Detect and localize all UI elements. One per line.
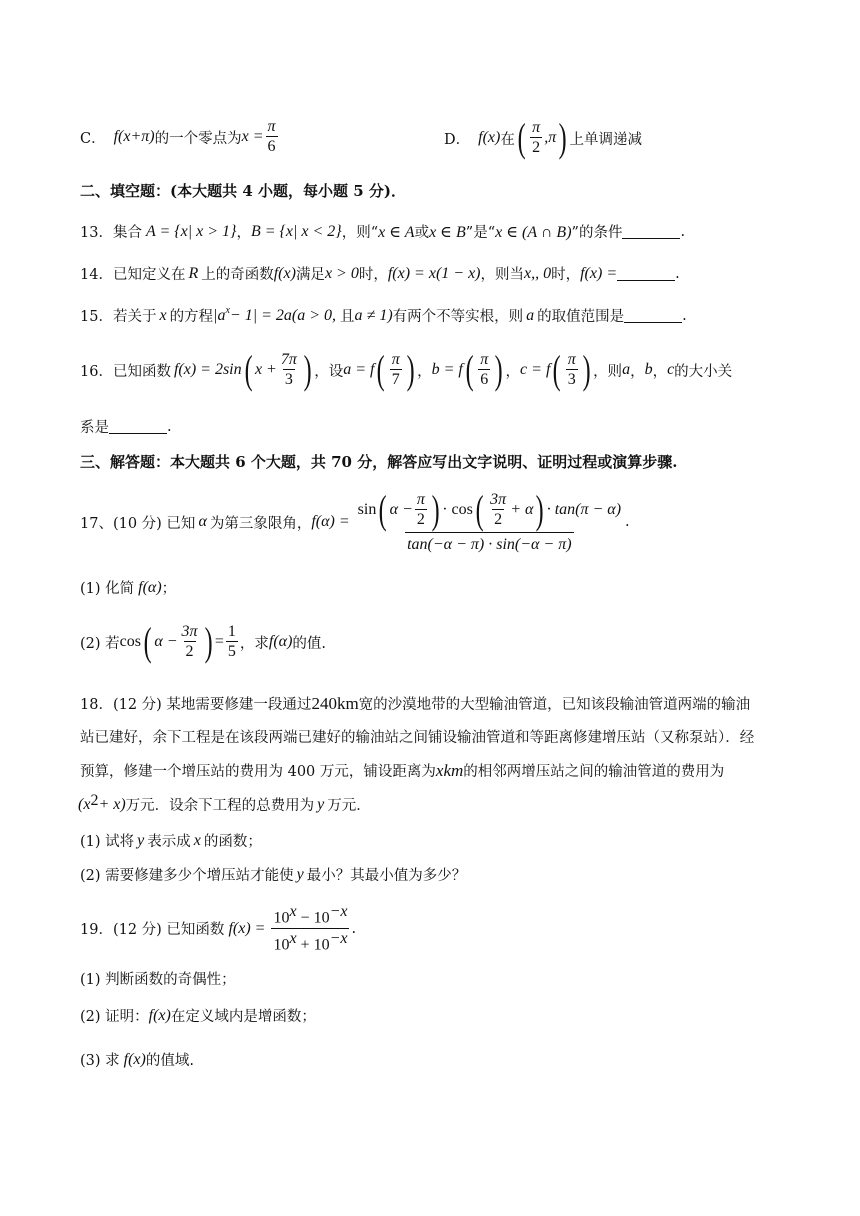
paren: ) xyxy=(406,347,415,392)
math-expr: c xyxy=(667,361,675,378)
text: 在 xyxy=(500,131,515,148)
numerator: π xyxy=(267,118,276,135)
math-expr: · cos xyxy=(442,500,473,518)
text: (2) 需要修建多少个增压站才能使 xyxy=(80,868,294,884)
math-expr: 10 xyxy=(273,909,290,927)
text: 宽的沙漠地带的大型输油管道，已知该段输油管道两端的输油 xyxy=(358,697,751,713)
math-expr: (x xyxy=(78,795,91,813)
superscript: x xyxy=(289,903,297,920)
math-expr: + α xyxy=(510,500,534,518)
paren: ) xyxy=(582,347,591,392)
fraction xyxy=(478,351,490,390)
text: 的函数； xyxy=(203,834,262,850)
text: ，求 xyxy=(239,635,269,652)
numerator: 1 xyxy=(227,622,236,640)
text: 时， xyxy=(551,267,581,283)
text: 最小？其最小值为多少？ xyxy=(306,868,467,884)
option-label: D． xyxy=(444,131,471,148)
text: 为第三象限角， xyxy=(209,515,312,532)
text: 的一个零点为 xyxy=(154,130,242,147)
math-expr: x xyxy=(193,831,201,849)
text: ”的条件 xyxy=(571,225,623,241)
math-expr: x ∈ (A ∩ B) xyxy=(495,223,572,241)
math-expr: f(x) = xyxy=(580,264,618,282)
fraction xyxy=(279,351,299,390)
superscript: 2 xyxy=(90,791,99,809)
paren: ( xyxy=(378,487,387,532)
math-expr: α xyxy=(198,513,207,531)
question-19-part-2 xyxy=(80,1005,316,1026)
math-expr: a = f xyxy=(343,361,375,378)
question-15 xyxy=(80,305,687,326)
text: (2) 证明： xyxy=(80,1009,149,1025)
numerator: π xyxy=(567,350,576,368)
math-expr: x,, 0 xyxy=(524,264,552,282)
answer-blank xyxy=(617,266,675,281)
math-expr: y xyxy=(137,831,145,849)
math-expr: x > 0 xyxy=(324,264,359,282)
math-expr: − 1| = 2a(a > 0, xyxy=(229,306,337,324)
question-18-line1 xyxy=(80,693,750,714)
fraction xyxy=(415,491,427,530)
text: (1) 化简 xyxy=(80,581,135,597)
text: 时， xyxy=(358,267,388,283)
question-17-part-1 xyxy=(80,577,176,598)
paren: ) xyxy=(494,347,503,392)
math-expr: α − xyxy=(389,500,413,518)
numerator: 7π xyxy=(280,350,297,368)
numerator: π xyxy=(480,350,489,368)
text: 13．集合 xyxy=(80,225,142,241)
denominator: tan(−α − π) · sin(−α − π) xyxy=(405,532,573,554)
paren: ) xyxy=(536,487,545,532)
question-18-part-1 xyxy=(80,830,262,851)
fraction xyxy=(530,119,542,158)
math-expr: a xyxy=(526,306,535,324)
text: 19．(12 分) 已知函数 xyxy=(80,922,225,939)
text: 万元． xyxy=(327,798,371,814)
math-expr: + x) xyxy=(98,795,126,813)
denominator: 2 xyxy=(532,139,541,157)
math-expr: B = {x| x < 2} xyxy=(250,222,342,240)
paren: ( xyxy=(244,347,253,392)
denominator xyxy=(271,928,349,955)
denominator: 6 xyxy=(267,138,276,156)
question-18-line4 xyxy=(78,791,371,815)
numerator xyxy=(356,487,623,532)
fraction xyxy=(271,903,349,954)
answer-blank xyxy=(624,308,682,323)
denominator: 2 xyxy=(416,511,425,529)
math-expr: f(x) = x(1 − x) xyxy=(387,264,481,282)
numerator: 3π xyxy=(490,490,507,508)
text: 上的奇函数 xyxy=(201,267,274,283)
text: ， xyxy=(417,363,432,380)
math-expr: R xyxy=(188,264,199,282)
denominator: 2 xyxy=(185,643,194,661)
text: . xyxy=(682,307,687,324)
option-label: C． xyxy=(80,130,106,147)
math-expr: A = {x| x > 1} xyxy=(145,222,237,240)
superscript: x xyxy=(289,929,297,947)
math-expr: = xyxy=(214,633,224,650)
math-expr: f(x) xyxy=(123,1050,146,1068)
section-title-solutions: 三、解答题：本大题共 6 个大题，共 70 分，解答应写出文字说明、证明过程或演算步骤. xyxy=(80,453,678,471)
math-expr: f(x) xyxy=(478,129,501,146)
answer-blank xyxy=(109,419,167,434)
fraction xyxy=(488,491,508,530)
text: ； xyxy=(161,581,177,597)
math-expr: a xyxy=(622,361,631,378)
math-expr: + 10 xyxy=(296,936,330,954)
text: 表示成 xyxy=(147,834,191,850)
text: 的值域. xyxy=(145,1053,194,1069)
question-16: 16．已知函数 f(x) = 2sin ( x + $\frac{7\pi}{3}$ ) ，设 a = f ( $\frac{\pi}{7}$ ) ， b = f ( $\frac{\pi}{6}$ ) ， c = f ( $\frac{\pi}{3}$ ) ，则 a ， b ， c 的大小关 xyxy=(80,347,733,392)
question-19 xyxy=(80,903,356,954)
paren: ( xyxy=(465,347,474,392)
math-expr: y xyxy=(296,865,304,883)
math-expr: x ∈ B xyxy=(429,223,466,241)
denominator: 3 xyxy=(284,371,293,389)
question-19-part-1: (1) 判断函数的奇偶性； xyxy=(80,972,236,988)
text: . xyxy=(625,514,630,531)
math-expr: f(α) xyxy=(268,633,293,650)
text: ，则 xyxy=(593,363,623,380)
text: 或 xyxy=(414,225,430,241)
math-expr: x ∈ A xyxy=(378,223,415,241)
question-18-line2: 站已建好，余下工程是在该段两端已建好的输油站之间铺设输油管道和等距离修建增压站（又称泵站）．经 xyxy=(80,730,755,746)
math-expr: f(x) = 2sin xyxy=(173,361,242,378)
paren: ( xyxy=(475,487,484,532)
question-16-line2 xyxy=(80,416,172,437)
denominator: 6 xyxy=(480,371,489,389)
text: 15．若关于 xyxy=(80,309,157,325)
text: 上单调递减 xyxy=(569,131,643,148)
text: (1) 试将 xyxy=(80,834,135,850)
big-fraction xyxy=(356,487,623,554)
math-expr: f(x) xyxy=(148,1006,171,1024)
math-expr: |a xyxy=(213,306,226,324)
numerator: π xyxy=(391,350,400,368)
fraction xyxy=(566,351,578,390)
question-18-line3 xyxy=(80,760,724,781)
fraction xyxy=(390,351,402,390)
text: . xyxy=(167,418,172,435)
numerator: 3π xyxy=(181,622,198,640)
math-expr: · tan(π − α) xyxy=(546,500,622,518)
superscript: −x xyxy=(329,929,348,947)
text: 在定义域内是增函数； xyxy=(170,1009,316,1025)
q12-option-d xyxy=(444,115,643,160)
math-expr: f(x+π) xyxy=(113,128,155,146)
paren: ) xyxy=(303,347,312,392)
math-expr: f(α) = xyxy=(311,513,350,531)
numerator: π xyxy=(416,490,425,508)
paren: ( xyxy=(377,347,386,392)
question-17-part-2 xyxy=(80,619,326,664)
text: 满足 xyxy=(295,267,325,283)
text: 17、(10 分) 已知 xyxy=(80,515,196,532)
text: 的相邻两增压站之间的输油管道的费用为 xyxy=(463,764,725,780)
denominator: 7 xyxy=(391,371,400,389)
math-expr: cos xyxy=(119,633,141,650)
math-expr: sin xyxy=(357,500,377,518)
fraction xyxy=(266,118,278,157)
text: 预算，修建一个增压站的费用为 400 万元，铺设距离为 xyxy=(80,764,436,780)
text: ，则“ xyxy=(341,225,379,241)
superscript: x xyxy=(225,305,230,316)
text: ， xyxy=(236,225,251,241)
text: 18．(12 分) 某地需要修建一段通过 xyxy=(80,697,312,713)
text: 的大小关 xyxy=(674,363,733,380)
text: 16．已知函数 xyxy=(80,363,171,380)
text: ， xyxy=(505,363,521,380)
text: 且 xyxy=(340,309,355,325)
text: . xyxy=(351,920,357,937)
paren: ) xyxy=(204,619,213,664)
math-expr: xkm xyxy=(435,760,464,780)
question-14 xyxy=(80,263,680,284)
text: (3) 求 xyxy=(80,1053,120,1069)
text: (2) 若 xyxy=(80,635,120,652)
text: 系是 xyxy=(80,420,109,436)
math-expr: 240km xyxy=(311,693,359,713)
math-expr: x xyxy=(159,306,167,324)
section-title-fill-in: 二、填空题：(本大题共 4 小题，每小题 5 分)． xyxy=(80,182,406,200)
question-17 xyxy=(80,487,630,554)
text: 的方程 xyxy=(169,309,214,325)
denominator: 3 xyxy=(567,371,576,389)
math-expr: ,π xyxy=(544,129,557,146)
paren: ( xyxy=(517,115,526,160)
math-expr: − 10 xyxy=(296,909,330,927)
math-expr: b xyxy=(644,361,653,378)
math-expr: x = xyxy=(241,128,264,146)
question-13 xyxy=(80,221,685,242)
question-18-part-2 xyxy=(80,864,466,885)
denominator: 5 xyxy=(227,643,236,661)
numerator xyxy=(271,903,349,928)
superscript: −x xyxy=(329,903,348,920)
fraction xyxy=(226,623,238,662)
fraction xyxy=(180,623,200,662)
text: 的值. xyxy=(292,635,326,652)
text: 的取值范围是 xyxy=(537,309,625,325)
denominator: 2 xyxy=(494,511,503,529)
math-expr: f(x) xyxy=(273,264,296,282)
paren: ) xyxy=(431,487,440,532)
text: 有两个不等实根，则 xyxy=(392,309,524,325)
math-expr: x + xyxy=(254,361,277,378)
question-19-part-3 xyxy=(80,1049,194,1070)
answer-blank xyxy=(622,224,680,239)
text: . xyxy=(680,223,686,240)
math-expr: α − xyxy=(154,633,178,650)
paren: ( xyxy=(143,619,152,664)
numerator: π xyxy=(532,118,541,136)
math-expr: b = f xyxy=(431,361,463,378)
text: ，设 xyxy=(314,363,344,380)
math-expr: c = f xyxy=(520,361,551,378)
math-expr: 10 xyxy=(273,936,290,954)
math-expr: y xyxy=(317,795,325,813)
text: ，则当 xyxy=(480,267,524,283)
paren: ) xyxy=(558,115,567,160)
math-expr: a ≠ 1) xyxy=(354,306,393,324)
paren: ( xyxy=(553,347,562,392)
text: 14．已知定义在 xyxy=(80,267,186,283)
q12-option-c xyxy=(80,118,280,157)
math-expr: f(x) = xyxy=(228,919,266,937)
text: ”是“ xyxy=(465,225,496,241)
text: 万元．设余下工程的总费用为 xyxy=(125,798,315,814)
text: . xyxy=(675,265,680,282)
math-expr: f(α) xyxy=(138,578,162,596)
